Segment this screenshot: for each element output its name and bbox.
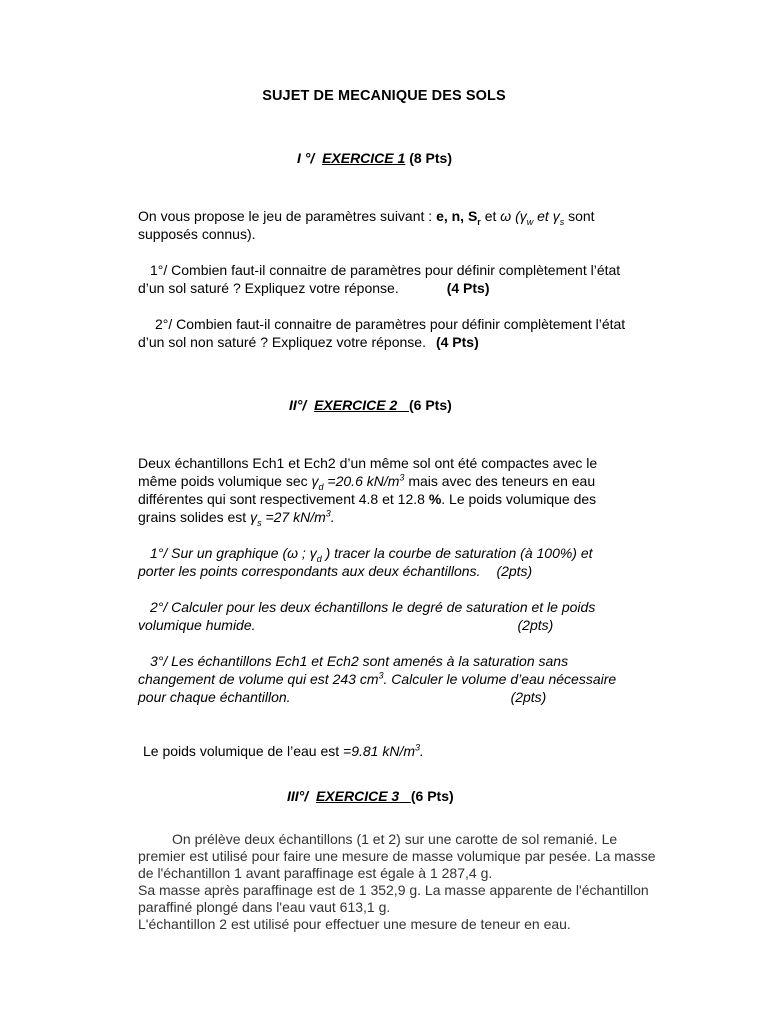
exercise-3-line-5: paraffiné plongé dans l'eau vaut 613,1 g. bbox=[138, 899, 391, 915]
exercise-1-intro-line-1: On vous propose le jeu de paramètres suivant : e, n, $S_r$ et ω ($\gamma_w$ et $\gamma_s$ sont bbox=[138, 208, 595, 227]
exercise-1-question-2-points: (4 Pts) bbox=[435, 334, 479, 350]
exercise-1-question-1-points: (4 Pts) bbox=[446, 280, 490, 296]
exercise-2-question-2: 2°/ Calculer pour les deux échantillons le degré de saturation et le poids volumique humide. (2pts) bbox=[138, 599, 596, 633]
exercise-2-question-2-points: (2pts) bbox=[517, 617, 554, 633]
exercise-1-intro-line-2: supposés connus). bbox=[138, 226, 256, 242]
exercise-2-question-3-points: (2pts) bbox=[510, 689, 547, 705]
exercise-1-points: (8 Pts) bbox=[409, 150, 452, 166]
exercise-3-heading bbox=[287, 788, 454, 804]
exercise-2-question-1-points: (2pts) bbox=[496, 563, 533, 579]
document-title: SUJET DE MECANIQUE DES SOLS bbox=[262, 88, 506, 104]
exercise-3-name: EXERCICE 3 bbox=[315, 788, 400, 804]
exercise-3-line-3: de l'échantillon 1 avant paraffinage est égale à 1 287,4 g. bbox=[138, 865, 493, 881]
exercise-1-prefix: I °/ bbox=[297, 150, 315, 166]
exercise-1-intro bbox=[138, 207, 678, 243]
exercise-2-heading bbox=[289, 397, 452, 413]
exercise-3-body bbox=[138, 831, 698, 933]
exercise-2-points: (6 Pts) bbox=[408, 397, 452, 413]
exercise-1-heading bbox=[297, 150, 452, 166]
exercise-2-water-unit-weight: Le poids volumique de l’eau est =9.81 $kN/m^3$. bbox=[143, 742, 424, 759]
exercise-3-prefix: III°/ bbox=[287, 788, 309, 804]
exercise-3-points: (6 Pts) bbox=[410, 788, 454, 804]
exercise-2-question-3: 3°/ Les échantillons Ech1 et Ech2 sont amenés à la saturation sans changement de volume qui est 243 $cm^3$. Calculer le volume d’eau nécessaire pour chaque échantillon. (2pts) bbox=[138, 653, 617, 705]
exercise-3-line-1: On prélève deux échantillons (1 et 2) sur une carotte de sol remanié. Le bbox=[172, 831, 618, 847]
exercise-2-prefix: II°/ bbox=[289, 397, 307, 413]
exercise-3-line-4: Sa masse après paraffinage est de 1 352,9 g. La masse apparente de l'échantillon bbox=[138, 882, 649, 898]
exercise-1-question-2: 2°/ Combien faut-il connaitre de paramètres pour définir complètement l’état d’un sol non saturé ? Expliquez votre réponse. (4 Pts) bbox=[138, 316, 626, 350]
exercise-3-line-2: premier est utilisé pour faire une mesure de masse volumique par pesée. La masse bbox=[138, 848, 656, 864]
exercise-1-question-1: 1°/ Combien faut-il connaitre de paramètres pour définir complètement l’état d’un sol saturé ? Expliquez votre réponse. (4 Pts) bbox=[138, 262, 621, 296]
exercise-2-question-1: 1°/ Sur un graphique (ω ; $\gamma_d$ ) tracer la courbe de saturation (à 100%) et porter les points correspondants aux deux échantillons. (2pts) bbox=[138, 545, 593, 579]
exercise-1-name: EXERCICE 1 bbox=[322, 150, 406, 166]
exercise-2-intro: Deux échantillons Ech1 et Ech2 d’un même sol ont été compactes avec le même poids volumique $\sec \gamma_d =20.6$ $kN/m^3$ mais avec des teneurs en eau différentes qui sont respectivement 4.8 et 12.8 %. Le poids volumique des grains solides est $\gamma_s =27$ $kN/m^3$. bbox=[138, 455, 598, 528]
exercise-2-name: EXERCICE 2 bbox=[314, 397, 398, 413]
exercise-3-line-6: L'échantillon 2 est utilisé pour effectuer une mesure de teneur en eau. bbox=[138, 916, 571, 932]
